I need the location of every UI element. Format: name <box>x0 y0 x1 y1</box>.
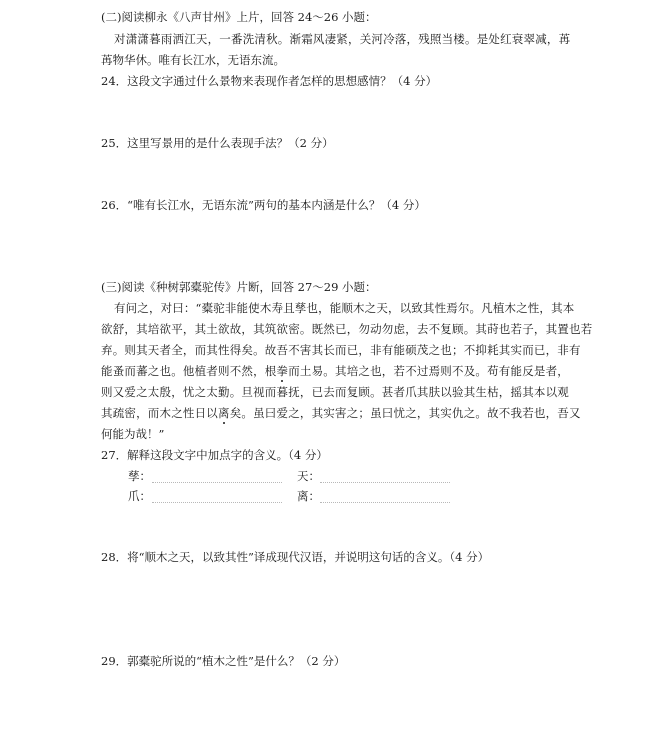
passage-line-5: 则又爱之太殷，忧之太勤。旦视而暮抚，已去而复顾。甚者爪其肤以验其生枯，摇其本以观 <box>101 385 569 399</box>
passage-line-6-end: 矣。虽曰爱之，其实害之；虽曰忧之，其实仇之。故不我若也，吾又 <box>229 406 581 420</box>
poem-line-2: 苒物华休。唯有长江水，无语东流。 <box>101 53 285 67</box>
q27-item-zhua: 爪： <box>128 489 151 503</box>
section-2-header: (二)阅读柳永《八声甘州》上片，回答 24～26 小题： <box>101 10 377 24</box>
q27-answer-line-tian[interactable] <box>320 482 450 483</box>
passage-line-6 <box>101 406 581 420</box>
section-3-header: (三)阅读《种树郭橐驼传》片断，回答 27～29 小题： <box>101 280 377 294</box>
question-29: 29．郭橐驼所说的“植木之性”是什么？（2 分） <box>101 654 346 668</box>
passage-line-4-start: 能蚤而蕃之也。他植者则不然，根 <box>101 364 277 378</box>
passage-line-4-end: 而土易。其培之也，若不过焉则不及。苟有能反是者， <box>288 364 570 378</box>
passage-line-4 <box>101 364 569 378</box>
q27-answer-line-zi[interactable] <box>152 482 282 483</box>
poem-line-1: 对潇潇暮雨洒江天，一番洗清秋。渐霜风凄紧，关河冷落，残照当楼。是处红衰翠减，苒 <box>114 32 571 46</box>
q27-answer-line-zhua[interactable] <box>152 502 282 503</box>
question-28: 28．将“顺木之天，以致其性”译成现代汉语，并说明这句话的含义。（4 分） <box>101 550 490 564</box>
q27-item-li: 离： <box>297 489 320 503</box>
question-25: 25．这里写景用的是什么表现手法？（2 分） <box>101 136 334 150</box>
passage-line-6-start: 其疏密，而木之性日以 <box>101 406 218 420</box>
passage-line-1: 有问之，对曰：“橐驼非能使木寿且孳也，能顺木之天，以致其性焉尔。凡植木之性，其本 <box>114 301 575 315</box>
passage-line-7: 何能为哉！” <box>101 427 165 441</box>
question-27: 27．解释这段文字中加点字的含义。（4 分） <box>101 448 328 462</box>
q27-item-tian: 天： <box>297 469 320 483</box>
q27-answer-line-li[interactable] <box>320 502 450 503</box>
dotted-char-quan: 拳 <box>276 364 289 378</box>
passage-line-2: 欲舒，其培欲平，其土欲故，其筑欲密。既然已，勿动勿虑，去不复顾。其莳也若子，其置也若 <box>101 322 593 336</box>
passage-line-3: 弃。则其天者全，而其性得矣。故吾不害其长而已，非有能硕茂之也；不抑耗其实而已，非有 <box>101 343 581 357</box>
q27-item-zi: 孳： <box>128 469 151 483</box>
question-24: 24．这段文字通过什么景物来表现作者怎样的思想感情？（4 分） <box>101 74 438 88</box>
question-26: 26．“唯有长江水，无语东流”两句的基本内涵是什么？（4 分） <box>101 198 426 212</box>
dotted-char-li: 离 <box>218 406 230 420</box>
